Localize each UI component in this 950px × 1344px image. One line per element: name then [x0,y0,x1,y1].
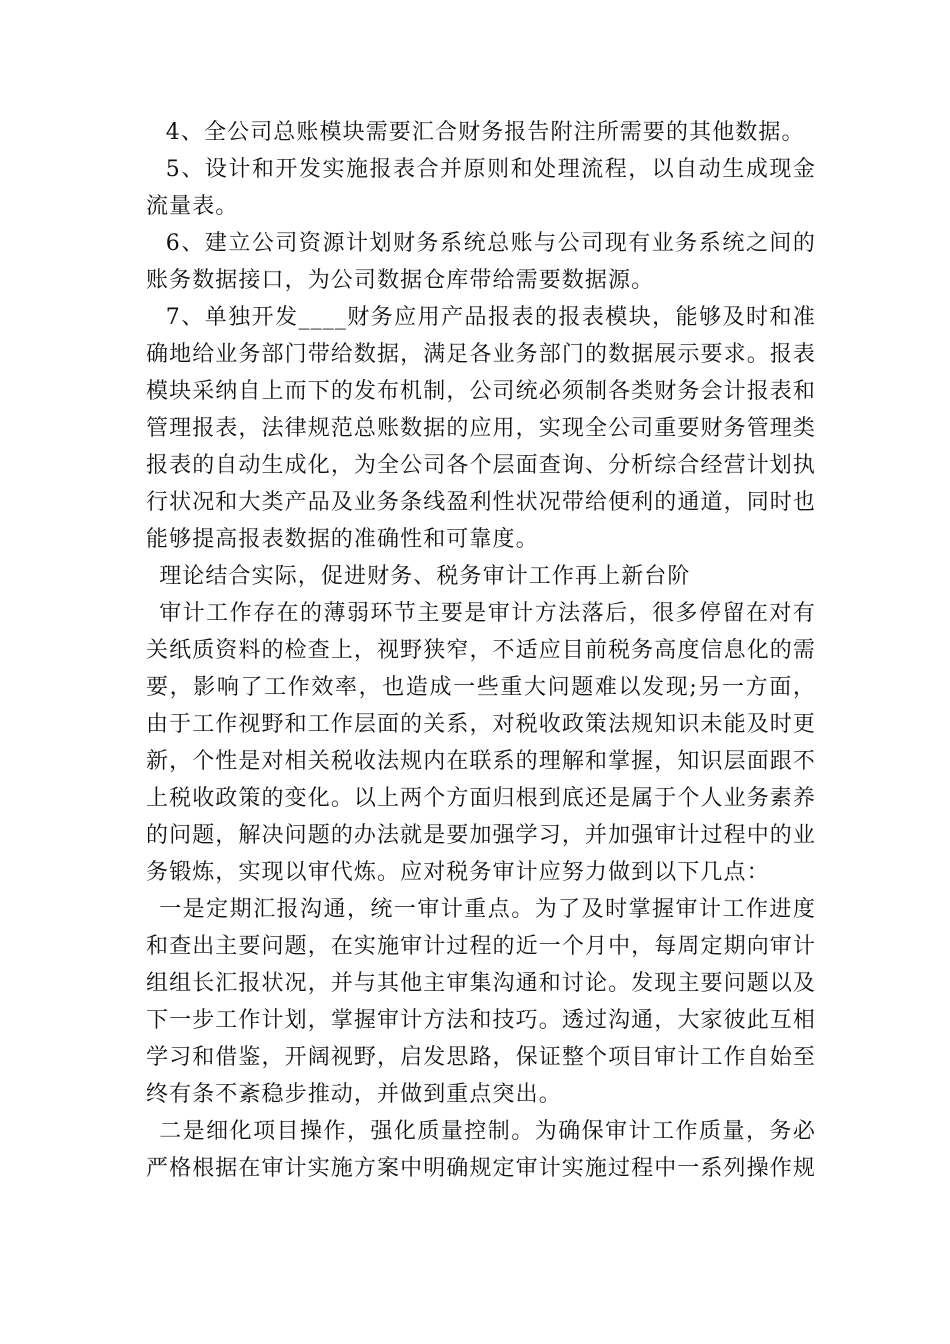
paragraph-point-two: 二是细化项目操作，强化质量控制。为确保审计工作质量，务必严格根据在审计实施方案中明确规定审计实施过程中一系列操作规 [146,1119,816,1181]
document-body [146,114,816,1187]
paragraph-item-6: 6、建立公司资源计划财务系统总账与公司现有业务系统之间的账务数据接口，为公司数据仓库带给需要数据源。 [146,231,816,293]
paragraph-item-4: 4、全公司总账模块需要汇合财务报告附注所需要的其他数据。 [165,120,805,145]
paragraph-item-7: 7、单独开发____财务应用产品报表的报表模块，能够及时和准确地给业务部门带给数据，满足各业务部门的数据展示要求。报表模块采纳自上而下的发布机制，公司统必须制各类财务会计报表和管理报表，法律规范总账数据的应用，实现全公司重要财务管理类报表的自动生成化，为全公司各个层面查询、分析综合经营计划执行状况和大类产品及业务条线盈利性状况带给便利的通道，同时也能够提高报表数据的准确性和可靠度。 [146,305,816,552]
section-heading: 理论结合实际，促进财务、税务审计工作再上新台阶 [159,564,691,589]
paragraph-point-one: 一是定期汇报沟通，统一审计重点。为了及时掌握审计工作进度和查出主要问题，在实施审计过程的近一个月中，每周定期向审计组组长汇报状况，并与其他主审集沟通和讨论。发现主要问题以及下一步工作计划，掌握审计方法和技巧。透过沟通，大家彼此互相学习和借鉴，开阔视野，启发思路，保证整个项目审计工作自始至终有条不紊稳步推动，并做到重点突出。 [146,897,816,1107]
paragraph-item-5: 5、设计和开发实施报表合并原则和处理流程，以自动生成现金流量表。 [146,157,816,219]
paragraph-audit-weakness: 审计工作存在的薄弱环节主要是审计方法落后，很多停留在对有关纸质资料的检查上，视野狭窄，不适应目前税务高度信息化的需要，影响了工作效率，也造成一些重大问题难以发现;另一方面，由于工作视野和工作层面的关系，对税收政策法规知识未能及时更新，个性是对相关税收法规内在联系的理解和掌握，知识层面跟不上税收政策的变化。以上两个方面归根到底还是属于个人业务素养的问题，解决问题的办法就是要加强学习，并加强审计过程中的业务锻炼，实现以审代炼。应对税务审计应努力做到以下几点： [146,601,816,885]
